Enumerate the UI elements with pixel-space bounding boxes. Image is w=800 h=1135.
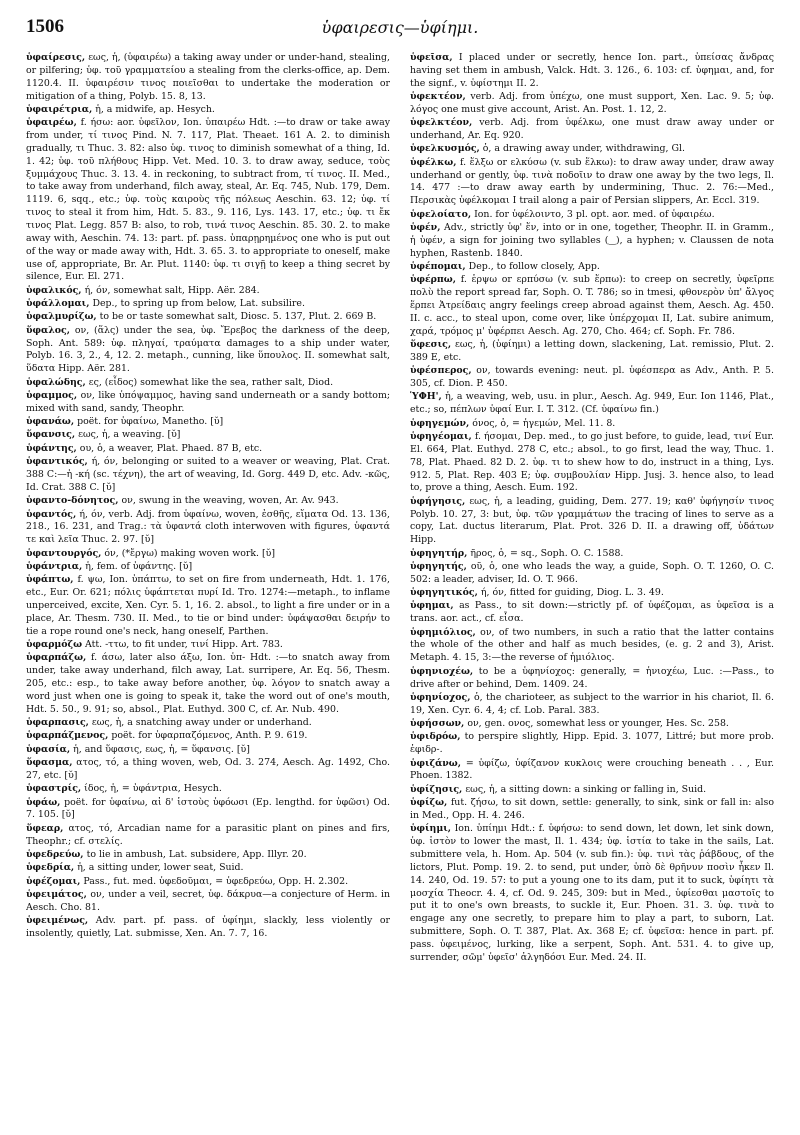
entry-definition: ή, όν, somewhat salt, Hipp. Aër. 284. [84,284,260,296]
entry-definition: ες, (εἶδος) somewhat like the sea, rather salt, Diod. [88,376,334,388]
dictionary-entry [26,889,390,915]
dictionary-entry [410,365,774,391]
dictionary-entry [410,143,774,156]
entry-definition: ατος, τό, a thing woven, web, Od. 3. 274, Aesch. Ag. 1492, Cho. 27, etc. [ῠ] [26,757,390,781]
entry-definition: ίδος, ἡ, = ὑφάντρια, Hesych. [84,783,222,795]
dictionary-entry [26,639,390,652]
dictionary-entry [26,915,390,941]
entry-definition: ατος, τό, Arcadian name for a parasitic plant on pines and firs, Theophr.; cf. στελίς. [26,822,390,847]
entry-headword: ὕφεαρ, [26,822,64,834]
entry-headword: ὑφαντός, [26,508,77,520]
entry-headword: ὑφαντικός, [26,456,88,468]
dictionary-entry [410,784,774,797]
entry-definition: εως, ἡ, (ὑφίημι) a letting down, slackening, Lat. remissio, Plut. 2. 389 E, etc. [410,339,774,363]
entry-headword: ὑφαιρέτρια, [26,103,93,115]
entry-definition: verb. Adj. from ὑφέλκω, one must draw away under or underhand, Ar. Eq. 920. [410,117,774,142]
dictionary-entry [26,495,390,508]
entry-definition: Adv., strictly ὑφ' ἕν, into or in one, together, Theophr. II. in Gramm., ἡ ὑφέν, a sign for joining two syllables (‿), a hyphen; v. Claussen de nota hyphen, Rastenb. 1840. [410,221,774,259]
entry-definition: I placed under or secretly, hence Ion. part., ὑπείσας ἄνδρας having set them in ambush, Valck. Hdt. 3. 126., 6. 103: cf. ὑφημαι, and, for the signf., v. ὑφίστημι II. 2. [410,52,774,89]
entry-headword: ὑφέσπερος, [410,365,472,377]
dictionary-entry [26,117,390,284]
dictionary-entry [26,652,390,716]
entry-definition: ἡ, fem. of ὑφάντης. [ῠ] [85,560,193,572]
entry-headword: ὑφαντουργός, [26,547,102,559]
entry-definition: to be or taste somewhat salt, Diosc. 5. 137, Plut. 2. 669 B. [99,311,377,323]
dictionary-entry [26,823,390,849]
entry-definition: poët. for ὑφαίνω, αἱ δ' ἱστοὺς ὑφόωσι (Ep. lengthd. for ὑφῶσι) Od. 7. 105. [ῠ] [26,796,390,821]
entry-definition: f. ψω, Ion. ὑπάπτω, to set on fire from underneath, Hdt. 1. 176, etc., Eur. Or. 621; πόλις ὑφάπτεται πυρί Id. Tro. 1274:—metaph., to inflame unperceived, excite, Xen. Cyr. 5. 1, 16. 2. absol., to light a fire under or in a place, Ar. Thesm. 730. II. Med., to tie or bind under: ὑφάψασθαι δειρήν to tie a rope round one's neck, hang oneself, Parthen. [26,574,390,637]
entry-headword: ὑφίζω, [410,797,448,809]
entry-definition: poët. for ὑφαρπαζόμενος, Anth. P. 9. 619. [111,730,308,742]
entry-definition: εως, ἡ, a sitting down: a sinking or falling in, Suid. [465,783,707,795]
dictionary-entry [26,548,390,561]
right-column [410,52,774,1125]
entry-definition: Dep., to spring up from below, Lat. subsilire. [92,298,305,310]
entry-definition: f. ήσω: aor. ὑφεῖλον, Ion. ὑπαιρέω Hdt. :—to draw or take away from under, τί τινος Pind. N. 7. 117, Plat. Theaet. 161 A. 2. to diminish gradually, τι Thuc. 3. 82: also ὑφ. τινος to diminish somewhat of a thing, Id. 1. 42; ὑφ. τοῦ πλήθους Hipp. Vet. Med. 10. 3. to draw away, seduce, τοὺς ξυμμάχους Thuc. 3. 13. 4. in reckoning, to subtract from, τί τινος. II. Med., to take away from underhand, filch away, steal, Ar. Eq. 745, Nub. 179, Dem. 1119. 6, sqq., etc.; ὑφ. τοὺς καιροὺς τῆς πόλεως Aeschin. 63. 12; ὑφ. τί τινος to steal it from him, Hdt. 5. 83., 9. 116, Lys. 143. 17, etc.; ὑφ. τι ἔκ τινος Plat. Legg. 857 B: also, to rob, τινά τινος Aeschin. 85. 30. 2. to make away with, Aeschin. 74. 13: part. pf. pass. ὑπαρῃρημένος one who is put out of the way or made away with, Hdt. 3. 65. 3. to appropriate to oneself, make use of, appropriate, Br. Ar. Plut. 1140: ὑφ. τι σιγῇ to keep a thing secret by silence, Eur. El. 271. [26,117,390,283]
entry-definition: ον, under a veil, secret, ὑφ. δάκρυα—a conjecture of Herm. in Aesch. Cho. 81. [26,889,390,913]
entry-headword: ὑφημιόλιος, [410,626,476,638]
entry-headword: ὑφεῖσα, [410,52,453,63]
entry-headword: ὑφεδρεύω, [26,848,84,860]
entry-definition: fut. ζήσω, to sit down, settle: generally, to sink, sink or fall in: also in Med., Opp. H. 4. 246. [410,797,774,821]
entry-headword: ὑφάπτω, [26,574,74,586]
dictionary-entry [410,52,774,91]
entry-headword: ὑφίημι, [410,823,452,835]
entry-headword: ὑφειμάτος, [26,889,87,900]
entry-definition: ον, towards evening: neut. pl. ὑφέσπερα as Adv., Anth. P. 5. 305, cf. Dion. P. 450. [410,365,774,390]
dictionary-entry [410,587,774,600]
entry-definition: ὁ, a drawing away under, withdrawing, Gl. [482,143,685,155]
entry-headword: ὑφελκτέον, [410,117,473,129]
dictionary-entry [410,758,774,784]
dictionary-entry [26,862,390,875]
entry-definition: Dep., to follow closely, App. [468,261,600,272]
dictionary-entry [26,377,390,390]
dictionary-entry [410,391,774,417]
entry-headword: ὑφήγησις, [410,495,466,507]
dictionary-entry [410,418,774,431]
entry-headword: ὑφέζομαι, [26,875,81,887]
entry-headword: ὑφηνιοχέω, [410,665,474,677]
entry-headword: ὑφαρπάζω, [26,652,87,664]
dictionary-entry [26,730,390,743]
entry-headword: ὕφεσις, [410,339,452,351]
dictionary-entry [410,666,774,692]
entry-definition: ή, όν, belonging or suited to a weaver or weaving, Plat. Crat. 388 C:—ἡ -κή (sc. τέχνη), the art of weaving, Id. Gorg. 449 D, etc. Adv. -κῶς, Id. Crat. 388 C. [ῠ] [26,456,390,493]
dictionary-entry [410,91,774,117]
entry-definition: Ion. ὑπίημι Hdt.: f. ὑφήσω: to send down, let down, let sink down, ὑφ. ἱστὸν to lower the mast, Il. 1. 434; ὑφ. ἱστία to take in the sails, Lat. submittere vela, h. Hom. Ap. 504 (v. sub fin.): ὑφ. τινὶ τὰς ῥάβδους, of the lictors, Plut. Pomp. 19. 2. to send, put under, ὑπὸ δὲ θρῆνυν ποσὶν ἧκεν Il. 14. 240, Od. 19. 57: to put a young one to its dam, put it to suck, ὑφίητι τὰ μοσχία Theocr. 4. 4, cf. Od. 9. 245, 309: but in Med., ὑφίεσθαι μαστοῖς to put it to one's own breasts, to suckle it, Eur. Phoen. 31. 3. ὑφ. τινὰ to engage any one secretly, to prepare him to play a part, to suborn, Lat. submittere, Soph. O. T. 387, Plat. Ax. 368 E; cf. ὑφεῖσα: hence in part. pf. pass. ὑφειμένος, lurking, like a serpent, Soph. Ant. 531. 4. to give up, surrender, σῶμ' ὑφεῖσ' ἀλγηδόσι Eur. Med. 24. II. [410,823,774,963]
entry-headword: ὑφελκυσμός, [410,143,480,155]
text-columns [26,52,774,1125]
dictionary-entry [410,431,774,495]
entry-headword: ὑφάω, [26,796,61,808]
entry-definition: ον, swung in the weaving, woven, Ar. Av. 943. [121,495,339,507]
entry-headword: ὑφάλλομαι, [26,298,90,310]
dictionary-entry [410,496,774,547]
entry-headword: ὑφέρπω, [410,274,456,286]
dictionary-entry [26,429,390,442]
entry-headword: ὑφασία, [26,743,71,755]
entry-definition: as Pass., to sit down:—strictly pf. of ὑφέζομαι, as ὑφεῖσα is a trans. aor. act., cf. εἷσα. [410,600,774,625]
entry-headword: ὑφαρπάζμενος, [26,730,109,742]
dictionary-entry [410,157,774,208]
entry-headword: ὑφηγεμών, [410,417,470,429]
dictionary-entry [410,823,774,964]
entry-definition: f. ἑρψω or ερπύσω (v. sub ἕρπω): to creep on secretly, ὑφεῖρπε πολὺ the report spread far, Soph. O. T. 786; so in tmesi, φθονερὸν ὑπ' ἄλγος ἕρπει Ἀτρείδαις angry feelings creep abroad against them, Aesch. Ag. 450. II. c. acc., to steal upon, come over, like ὑπέρχομαι II, Lat. subire animum, χαρά, τρόμος μ' ὑφέρπει Aesch. Ag. 270, Cho. 464; cf. Soph. Fr. 786. [410,274,774,337]
entry-headword: ὑφεκτέον, [410,91,466,103]
entry-headword: ὕφανσις, [26,429,76,441]
dictionary-entry [410,261,774,274]
dictionary-entry [26,456,390,495]
dictionary-entry [26,325,390,376]
entry-definition: εως, ἡ, a leading, guiding, Dem. 277. 19; καθ' ὑφήγησίν τινος Polyb. 10. 27, 3: but, ὑφ. τῶν γραμμάτων the tracing of lines to serve as a copy, Lat. ductus literarum, Plat. Prot. 326 D. II. a drawing off, ὑδάτων Hipp. [410,495,774,546]
entry-definition: poët. for ὑφαίνω, Manetho. [ῠ] [77,416,224,428]
entry-definition: ἡ, a midwife, ap. Hesych. [95,103,215,115]
entry-headword: ὑφαρμόζω [26,638,83,650]
dictionary-entry [410,797,774,823]
dictionary-entry [26,443,390,456]
entry-definition: Att. -ττω, to fit under, τινί Hipp. Art. 783. [85,638,283,650]
entry-definition: verb. Adj. from ὑπέχω, one must support, Xen. Lac. 9. 5; ὑφ. λόγος one must give account, Arist. An. Post. 1. 12, 2. [410,91,774,115]
dictionary-entry [26,52,390,103]
entry-headword: ὑφαστρίς, [26,783,82,795]
entry-definition: ῆρος, ὁ, = sq., Soph. O. C. 1588. [470,547,624,559]
entry-headword: ὑφανάω, [26,416,75,428]
entry-definition: ον, gen. ονος, somewhat less or younger, Hes. Sc. 258. [467,718,729,730]
dictionary-entry [26,717,390,730]
entry-definition: Pass., fut. med. ὑφεδοῦμαι, = ὑφεδρεύω, Opp. H. 2.302. [83,875,349,887]
dictionary-entry [410,274,774,338]
dictionary-entry [26,849,390,862]
entry-headword: ὑφειμένως, [26,915,89,927]
dictionary-entry [410,692,774,718]
dictionary-entry [410,561,774,587]
dictionary-entry [410,222,774,261]
entry-headword: ὑφιδρόω, [410,731,461,743]
dictionary-entry [26,298,390,311]
entry-definition: ἡ, a sitting under, lower seat, Suid. [77,862,244,874]
dictionary-entry [26,797,390,823]
entry-headword: ὑφαρπασις, [26,717,89,729]
entry-definition: ή, όν, fitted for guiding, Diog. L. 3. 49. [480,587,664,599]
entry-headword: ὑφέπομαι, [410,261,466,272]
running-head: ὑφαιρεσις—ὑφίημι. [321,18,479,37]
entry-definition: = ὑφίζω, ὑφίζανον κυκλοις were crouching beneath . . , Eur. Phoen. 1382. [410,757,774,782]
entry-definition: f. άσω, later also άξω, Ion. ὑπ- Hdt. :—to snatch away from under, take away underhand, filch away, Lat. surripere, Ar. Eq. 56, Thesm. 205, etc.: esp., to take away before another, ὑφ. λόγον to snatch away a word just when one is going to speak it, take the word out of one's mouth, Hdt. 5. 50., 9. 91; so, absol., Plat. Euthyd. 300 C, cf. Ar. Nub. 490. [26,652,390,715]
entry-definition: όν, (*ἔργω) making woven work. [ῠ] [104,547,275,559]
left-column [26,52,390,1125]
entry-definition: Ion. for ὑφέλοιντο, 3 pl. opt. aor. med. of ὑφαιρέω. [474,208,715,220]
entry-headword: ὑφηγέομαι, [410,430,472,442]
entry-headword: ὑφηγητικός, [410,587,478,599]
entry-headword: ὑφημαι, [410,600,454,612]
entry-headword: ὕφασμα, [26,757,73,769]
entry-headword: ὑφάντρια, [26,560,83,572]
entry-definition: όνος, ὁ, = ἡγεμών, Mel. 11. 8. [472,417,616,429]
entry-definition: ον, like ὑπόψαμμος, having sand underneath or a sandy bottom; mixed with sand, sandy, Theophr. [26,389,390,414]
entry-definition: ον, of two numbers, in such a ratio that the latter contains the whole of the other and half as much besides, (e. g. 2 and 3), Arist. Metaph. 4. 15, 3:—the reverse of ἡμιόλιος. [410,626,774,664]
entry-definition: ή, όν, verb. Adj. from ὑφαίνω, woven, ἐσθῆς, εἵματα Od. 13. 136, 218., 16. 231, and Trag.: τὰ ὑφαντά cloth interwoven with figures, ὑφαντά τε καὶ λεῖα Thuc. 2. 97. [ῠ] [26,508,390,546]
entry-headword: ὑφηγητής, [410,560,467,572]
entry-headword: ὑφίζησις, [410,783,463,795]
entry-headword: ὑφήσσων, [410,718,465,730]
entry-headword: ὕφαλος, [26,324,71,336]
dictionary-entry [410,718,774,731]
entry-headword: ὑφέν, [410,221,441,233]
dictionary-entry [26,757,390,783]
entry-definition: ον, (ἅλς) under the sea, ὑφ. Ἔρεβος the darkness of the deep, Soph. Ant. 589: ὑφ. πληγαί, τραύματα damages to a ship under water, Polyb. 16. 3, 2., 4, 12. 2. metaph., cunning, like ὕπουλος. II. somewhat salt, ὕδατα Hipp. Aër. 281. [26,324,390,375]
dictionary-entry [26,311,390,324]
dictionary-entry [410,731,774,757]
dictionary-entry [410,627,774,666]
dictionary-entry [26,744,390,757]
entry-definition: to perspire slightly, Hipp. Epid. 3. 1077, Littré; but more prob. ἐφιδρ-. [410,731,774,756]
entry-headword: ὑφαλώδης, [26,376,86,388]
entry-definition: ἡ, and ὕφασις, εως, ἡ, = ὕφανσις. [ῠ] [73,743,250,755]
entry-headword: ὑφεδρία, [26,862,75,874]
page-header [26,16,774,42]
entry-headword: ὑφαιρέω, [26,117,77,129]
entry-definition: εως, ἡ, a snatching away under or underhand. [91,717,312,729]
dictionary-entry [410,117,774,143]
entry-definition: to lie in ambush, Lat. subsidere, App. Illyr. 20. [86,848,307,860]
entry-headword: ὑφαλμυρίζω, [26,311,97,323]
entry-definition: Adv. part. pf. pass. of ὑφίημι, slackly, less violently or insolently, quietly, Lat. submisse, Xen. An. 7. 7, 16. [26,915,390,940]
entry-headword: ὑφιζάνω, [410,757,461,769]
entry-headword: ὑφαντο-δόνητος, [26,495,119,507]
dictionary-entry [26,561,390,574]
entry-headword: ὑφηνίοχος, [410,691,471,703]
dictionary-entry [26,783,390,796]
dictionary-entry [410,600,774,626]
entry-definition: εως, ἡ, (ὑφαιρέω) a taking away under or under-hand, stealing, or pilfering; ὑφ. τοῦ γραμματείου a stealing from the clerks-office, ap. Dem. 1120.4. II. ὑφαιρέσιν τινος ποιεῖσθαι to undertake the moderation or mitigation of a thing, Polyb. 15. 8, 13. [26,52,390,102]
dictionary-entry [26,574,390,638]
dictionary-entry [26,876,390,889]
page-number: 1506 [26,16,64,37]
entry-definition: f. ήσομαι, Dep. med., to go just before, to guide, lead, τινί Eur. El. 664, Plat. Euthyd. 278 C, etc.; absol., to go first, lead the way, Thuc. 1. 78, Plat. Phaed. 82 D. 2. ὑφ. τι to shew how to do, instruct in a thing, Lys. 912. 5, Plat. Rep. 403 E; ὑφ. συμβουλίαν Hipp. Jusj. 3. hence also, to lead to, prove a thing, Aesch. Eum. 192. [410,430,774,494]
entry-definition: ου, ὁ, a weaver, Plat. Phaed. 87 B, etc. [79,442,263,454]
dictionary-entry [26,390,390,416]
entry-headword: ὑφελοίατο, [410,208,472,220]
entry-headword: ὑφάντης, [26,442,77,454]
dictionary-entry [410,209,774,222]
entry-headword: ὑφαίρεσις, [26,52,86,63]
dictionary-entry [410,548,774,561]
entry-definition: f. ἕλξω or ελκύσω (v. sub ἕλκω): to draw away under, draw away underhand or gently, ὑφ. τινὰ ποδοῖιν to draw one away by the two legs, Il. 14. 477 :—to draw away earth by undermining, Thuc. 2. 76:—Med., Περσικὰς ὑφέλκομαι I trail along a pair of Persian slippers, Ar. Eccl. 319. [410,156,774,207]
entry-definition: ὁ, the charioteer, as subject to the warrior in his chariot, Il. 6. 19, Xen. Cyr. 6. 4, 4; cf. Lob. Paral. 383. [410,691,774,716]
dictionary-entry [26,416,390,429]
dictionary-entry [26,509,390,548]
entry-definition: to be a ὑφηνίοχος: generally, = ἡνιοχέω, Luc. :—Pass., to drive after or behind, Dem. 1409. 24. [410,665,774,690]
entry-headword: ὙΦΗ', [410,391,442,403]
entry-definition: εως, ἡ, a weaving. [ῠ] [78,429,181,441]
entry-definition: οῦ, ὁ, one who leads the way, a guide, Soph. O. T. 1260, O. C. 502: a leader, adviser, Id. O. T. 966. [410,560,774,585]
entry-headword: ὑφέλκω, [410,156,457,168]
dictionary-entry [410,339,774,365]
entry-headword: ὑφαλικός, [26,284,82,296]
entry-definition: ἡ, a weaving, web, usu. in plur., Aesch. Ag. 949, Eur. Ion 1146, Plat., etc.; so, πέπλων ὑφαί Eur. I. T. 312. (Cf. ὑφαίνω fin.) [410,391,774,416]
entry-headword: ὑφαμμος, [26,389,78,401]
dictionary-entry [26,285,390,298]
entry-headword: ὑφηγητήρ, [410,547,468,559]
dictionary-entry [26,104,390,117]
